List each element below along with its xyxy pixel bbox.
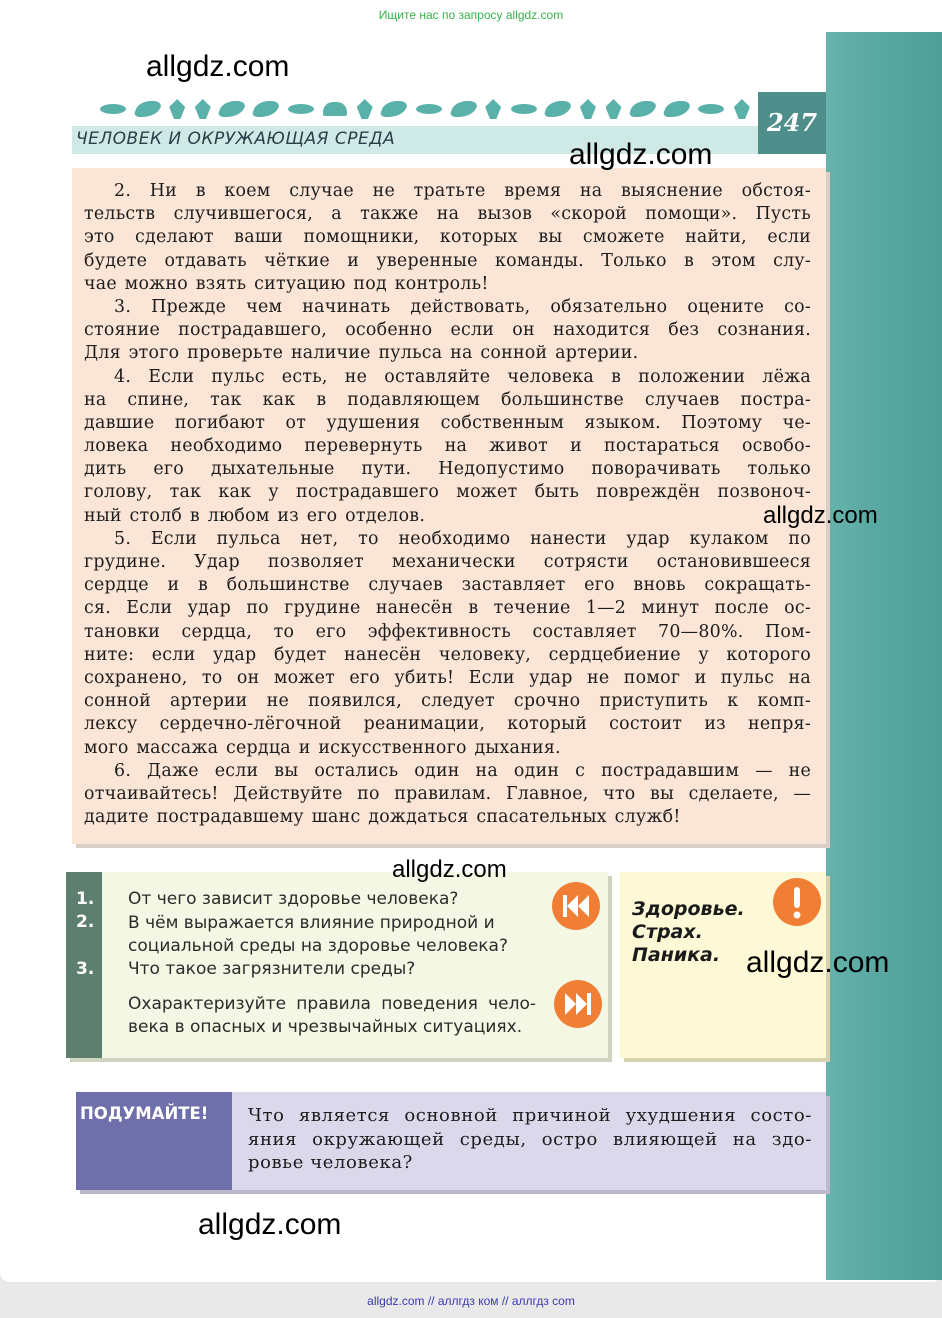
task-line-1: Охарактеризуйте правила поведения чело- [128, 994, 536, 1014]
question-3: Что такое загрязнители среды? [128, 959, 416, 979]
text-line: сохранено, то он может его убить! Если удар не помог и пульс на [84, 667, 811, 688]
text-line: ните: если удар будет нанесён человеку, сердцебиение у которого [84, 644, 811, 665]
butterfly-icon-2 [734, 99, 750, 119]
keywords [632, 898, 745, 967]
lion-icon [217, 101, 247, 117]
text-line: тельств случившегося, а также на вызов «скорой помощи». Пусть [84, 204, 811, 225]
question-2-line-1: В чём выражается влияние природной и [128, 913, 495, 933]
question-2-line-2: социальной среды на здоровье человека? [128, 936, 508, 956]
elephant-icon [323, 102, 347, 116]
text-line: сонной артерии не появился, следует срочно приступить к комп- [84, 691, 811, 712]
snail-icon [416, 104, 442, 114]
text-line: чае можно взять ситуацию под контроль! [84, 273, 489, 294]
think-line: яния окружающей среды, остро влияющей на здо- [248, 1128, 812, 1150]
whale-icon [511, 104, 537, 114]
fish-icon [100, 104, 126, 114]
watermark: allgdz.com [569, 138, 713, 171]
text-line: отчаивайтесь! Действуйте по правилам. Главное, что вы сделаете, — [84, 783, 811, 804]
text-line: голову, так как у пострадавшего может быть повреждён позвоноч- [84, 482, 811, 503]
insect-icon-2 [606, 99, 622, 119]
lizard-icon [288, 104, 314, 114]
text-line: на спине, так как в подавляющем большинстве случаев постра- [84, 389, 811, 410]
butterfly-icon [357, 99, 373, 119]
text-line: 3. Прежде чем начинать действовать, обязательно оцените со- [114, 296, 811, 317]
horse-icon [449, 101, 479, 117]
think-question [248, 1104, 812, 1175]
think-label: ПОДУМАЙТЕ! [80, 1104, 209, 1123]
page-edge-strip [826, 32, 942, 1280]
bird-icon [169, 99, 185, 119]
deer-icon-2 [543, 101, 573, 117]
watermark: allgdz.com [392, 856, 507, 883]
watermark: allgdz.com [146, 50, 290, 83]
text-line: ся. Если удар по грудине нанесён в течение 1—2 минут после ос- [84, 598, 811, 619]
keyword: Паника. [632, 944, 721, 966]
text-line: ный столб в любом из его отделов. [84, 505, 426, 526]
section-title: ЧЕЛОВЕК И ОКРУЖАЮЩАЯ СРЕДА [76, 129, 396, 149]
keyword: Страх. [632, 921, 703, 943]
text-line: 5. Если пульса нет, то необходимо нанести удар кулаком по [114, 528, 811, 549]
text-line: дить его дыхательные пути. Недопустимо поворачивать только [84, 459, 811, 480]
lizard-icon-2 [698, 104, 724, 114]
swallow-icon [485, 99, 501, 119]
kangaroo-icon [251, 101, 281, 117]
question-number: 3. [76, 959, 95, 979]
lion-icon-2 [628, 101, 658, 117]
footer-links[interactable]: allgdz.com // аллгдз ком // аллгдз com [367, 1294, 575, 1308]
text-line: тановки сердца, то его эффективность составляет 70—80%. Пом- [84, 621, 811, 642]
think-line: Что является основной причиной ухудшения состо- [248, 1105, 812, 1126]
text-line: стояние пострадавшего, особенно если он находится без сознания. [84, 320, 811, 341]
question-1: От чего зависит здоровье человека? [128, 889, 459, 909]
keyword: Здоровье. [632, 898, 745, 920]
bird-icon-2 [580, 99, 596, 119]
text-line: лексу сердечно-лёгочной реанимации, который состоит из непря- [84, 714, 811, 735]
question-number: 2. [76, 912, 95, 932]
watermark: allgdz.com [763, 502, 878, 529]
text-line: будете отдавать чёткие и уверенные команды. Только в этом слу- [84, 250, 811, 271]
text-line: ловека необходимо перевернуть на живот и постараться освобо- [84, 436, 811, 457]
scorpion-icon [379, 101, 409, 117]
watermark: allgdz.com [198, 1208, 342, 1241]
kangaroo-icon-2 [662, 101, 692, 117]
task-line-2: века в опасных и чрезвычайных ситуациях. [128, 1017, 523, 1037]
deer-icon [133, 101, 163, 117]
text-line: 4. Если пульс есть, не оставляйте человека в положении лёжа [114, 366, 811, 387]
think-line: ровье человека? [248, 1152, 413, 1173]
main-text [84, 180, 811, 829]
text-line: давшие погибают от удушения собственным языком. Поэтому че- [84, 412, 811, 433]
text-line: это сделают ваши помощники, которых вы сможете найти, если [84, 227, 811, 248]
animal-silhouette-strip [100, 96, 750, 122]
rewind-icon [552, 882, 600, 930]
page-number: 247 [758, 92, 826, 154]
text-line: 6. Даже если вы остались один на один с пострадавшим — не [114, 760, 811, 781]
text-line: мого массажа сердца и искусственного дыхания. [84, 737, 561, 758]
question-number: 1. [76, 889, 95, 909]
text-line: дадите пострадавшему шанс дождаться спасательных служб! [84, 807, 681, 828]
text-line: Для этого проверьте наличие пульса на сонной артерии. [84, 343, 639, 364]
top-banner[interactable]: Ищите нас по запросу allgdz.com [0, 0, 942, 32]
text-line: 2. Ни в коем случае не тратьте время на выяснение обстоя- [114, 181, 811, 201]
insect-icon [195, 99, 211, 119]
text-line: грудине. Удар позволяет механически сотрясти остановившееся [84, 552, 811, 572]
exclamation-icon [773, 878, 821, 926]
text-line: сердце и в большинстве случаев заставляет его вновь сокращать- [84, 575, 811, 596]
watermark: allgdz.com [746, 946, 890, 979]
fast-forward-icon [554, 980, 602, 1028]
